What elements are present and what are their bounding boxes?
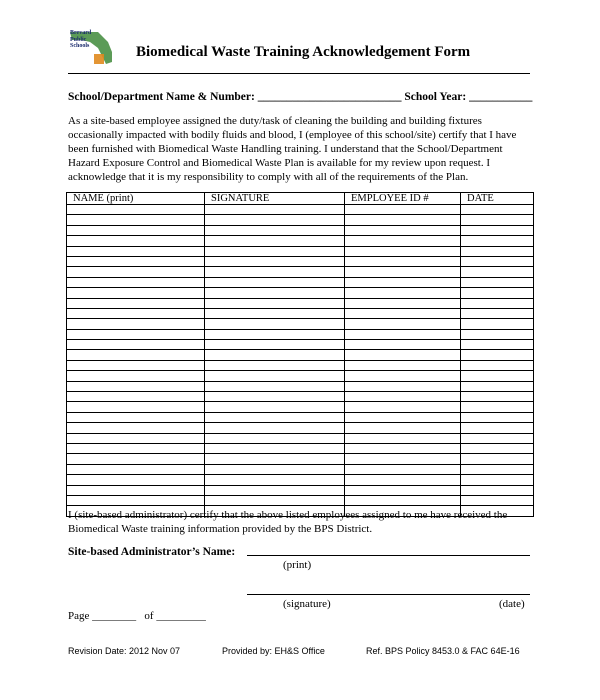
signature-cell[interactable] xyxy=(205,308,345,318)
title-divider xyxy=(68,73,530,74)
date-cell[interactable] xyxy=(461,485,534,495)
admin-name-label: Site-based Administrator’s Name: xyxy=(68,546,236,558)
footer-revision: Revision Date: 2012 Nov 07 xyxy=(68,646,181,656)
school-info-line xyxy=(68,91,532,103)
date-cell[interactable] xyxy=(461,308,534,318)
signature-cell[interactable] xyxy=(205,205,345,215)
table-row xyxy=(67,205,534,215)
name-cell[interactable] xyxy=(67,329,205,339)
school-name-label: School/Department Name & Number: xyxy=(68,91,255,103)
column-header-employee-id: EMPLOYEE ID # xyxy=(345,193,461,205)
name-cell[interactable] xyxy=(67,298,205,308)
employee-id-cell[interactable] xyxy=(345,433,461,443)
table-row xyxy=(67,277,534,287)
table-row xyxy=(67,423,534,433)
table-row xyxy=(67,381,534,391)
employee-id-cell[interactable] xyxy=(345,392,461,402)
name-cell[interactable] xyxy=(67,360,205,370)
date-cell[interactable] xyxy=(461,412,534,422)
employee-id-cell[interactable] xyxy=(345,277,461,287)
signature-cell[interactable] xyxy=(205,433,345,443)
date-cell[interactable] xyxy=(461,236,534,246)
employee-id-cell[interactable] xyxy=(345,246,461,256)
signature-cell[interactable] xyxy=(205,371,345,381)
date-cell[interactable] xyxy=(461,277,534,287)
table-row xyxy=(67,464,534,474)
employee-id-cell[interactable] xyxy=(345,454,461,464)
name-cell[interactable] xyxy=(67,225,205,235)
date-cell[interactable] xyxy=(461,350,534,360)
date-cell[interactable] xyxy=(461,329,534,339)
employee-id-cell[interactable] xyxy=(345,256,461,266)
employee-signature-table xyxy=(66,192,534,517)
date-cell[interactable] xyxy=(461,267,534,277)
page-title: Biomedical Waste Training Acknowledgement Form xyxy=(136,44,471,60)
employee-id-cell[interactable] xyxy=(345,412,461,422)
table-row xyxy=(67,256,534,266)
employee-id-cell[interactable] xyxy=(345,205,461,215)
table-row xyxy=(67,360,534,370)
date-cell[interactable] xyxy=(461,495,534,505)
footer-provided: Provided by: EH&S Office xyxy=(222,646,325,656)
employee-id-cell[interactable] xyxy=(345,340,461,350)
employee-id-cell[interactable] xyxy=(345,298,461,308)
table-row xyxy=(67,319,534,329)
employee-id-cell[interactable] xyxy=(345,402,461,412)
signature-cell[interactable] xyxy=(205,360,345,370)
name-cell[interactable] xyxy=(67,319,205,329)
employee-id-cell[interactable] xyxy=(345,215,461,225)
signature-cell[interactable] xyxy=(205,381,345,391)
signature-cell[interactable] xyxy=(205,236,345,246)
name-cell[interactable] xyxy=(67,475,205,485)
name-cell[interactable] xyxy=(67,371,205,381)
date-cell[interactable] xyxy=(461,319,534,329)
employee-id-cell[interactable] xyxy=(345,329,461,339)
signature-cell[interactable] xyxy=(205,475,345,485)
name-cell[interactable] xyxy=(67,454,205,464)
signature-cell[interactable] xyxy=(205,412,345,422)
table-row xyxy=(67,392,534,402)
logo-line: Public xyxy=(70,36,87,43)
date-cell[interactable] xyxy=(461,443,534,453)
employee-id-cell[interactable] xyxy=(345,350,461,360)
date-cell[interactable] xyxy=(461,464,534,474)
name-cell[interactable] xyxy=(67,340,205,350)
column-header-date: DATE xyxy=(461,193,534,205)
signature-cell[interactable] xyxy=(205,215,345,225)
employee-id-cell[interactable] xyxy=(345,225,461,235)
name-cell[interactable] xyxy=(67,423,205,433)
date-cell[interactable] xyxy=(461,381,534,391)
page-number-field[interactable]: ________ xyxy=(92,610,137,622)
name-cell[interactable] xyxy=(67,288,205,298)
date-cell[interactable] xyxy=(461,433,534,443)
table-body xyxy=(67,205,534,517)
name-cell[interactable] xyxy=(67,215,205,225)
signature-cell[interactable] xyxy=(205,443,345,453)
signature-cell[interactable] xyxy=(205,319,345,329)
table-row xyxy=(67,443,534,453)
name-cell[interactable] xyxy=(67,381,205,391)
footer-reference: Ref. BPS Policy 8453.0 & FAC 64E-16 xyxy=(366,646,520,656)
date-cell[interactable] xyxy=(461,371,534,381)
table-row xyxy=(67,298,534,308)
page-of-label: of xyxy=(144,610,154,622)
table-row xyxy=(67,495,534,505)
date-cell[interactable] xyxy=(461,205,534,215)
name-cell[interactable] xyxy=(67,267,205,277)
employee-id-cell[interactable] xyxy=(345,475,461,485)
employee-id-cell[interactable] xyxy=(345,495,461,505)
table-row xyxy=(67,267,534,277)
signature-cell[interactable] xyxy=(205,350,345,360)
signature-cell[interactable] xyxy=(205,277,345,287)
table-row xyxy=(67,329,534,339)
table-row xyxy=(67,340,534,350)
signature-cell[interactable] xyxy=(205,256,345,266)
date-cell[interactable] xyxy=(461,215,534,225)
name-cell[interactable] xyxy=(67,256,205,266)
column-header-name: NAME (print) xyxy=(67,193,205,205)
date-cell[interactable] xyxy=(461,298,534,308)
signature-cell[interactable] xyxy=(205,392,345,402)
signature-cell[interactable] xyxy=(205,454,345,464)
signature-cell[interactable] xyxy=(205,225,345,235)
print-caption: (print) xyxy=(283,559,312,571)
table-row xyxy=(67,236,534,246)
page-label: Page xyxy=(68,610,90,622)
employee-id-cell[interactable] xyxy=(345,464,461,474)
date-cell[interactable] xyxy=(461,402,534,412)
name-cell[interactable] xyxy=(67,205,205,215)
date-cell[interactable] xyxy=(461,454,534,464)
table-row xyxy=(67,371,534,381)
table-row xyxy=(67,454,534,464)
employee-statement: As a site-based employee assigned the duty/task of cleaning the building and building fixtures occasionally impacted with bodily fluids and blood, I (employee of this school/site) certify that I have been furnished with Biomedical Waste Handling training. I understand that the School/Department Hazard Exposure Control and Biomedical Waste Plan is available for my review upon request. I acknowledge that it is my responsibility to comply with all of the requirements of the Plan. xyxy=(68,115,517,183)
district-logo xyxy=(68,28,116,68)
employee-id-cell[interactable] xyxy=(345,485,461,495)
date-cell[interactable] xyxy=(461,423,534,433)
signature-cell[interactable] xyxy=(205,246,345,256)
signature-cell[interactable] xyxy=(205,267,345,277)
name-cell[interactable] xyxy=(67,443,205,453)
date-cell[interactable] xyxy=(461,225,534,235)
table-row xyxy=(67,402,534,412)
date-cell[interactable] xyxy=(461,392,534,402)
table-row xyxy=(67,475,534,485)
name-cell[interactable] xyxy=(67,433,205,443)
table-row xyxy=(67,412,534,422)
date-cell[interactable] xyxy=(461,340,534,350)
name-cell[interactable] xyxy=(67,485,205,495)
name-cell[interactable] xyxy=(67,495,205,505)
table-row xyxy=(67,288,534,298)
employee-id-cell[interactable] xyxy=(345,423,461,433)
signature-cell[interactable] xyxy=(205,340,345,350)
logo-line: Brevard xyxy=(70,30,92,36)
admin-signature-field[interactable] xyxy=(247,594,530,595)
date-caption: (date) xyxy=(499,598,525,610)
page-number-line xyxy=(68,610,206,622)
employee-id-cell[interactable] xyxy=(345,288,461,298)
table-row xyxy=(67,225,534,235)
name-cell[interactable] xyxy=(67,277,205,287)
signature-cell[interactable] xyxy=(205,288,345,298)
name-cell[interactable] xyxy=(67,236,205,246)
table-row xyxy=(67,485,534,495)
employee-id-cell[interactable] xyxy=(345,319,461,329)
name-cell[interactable] xyxy=(67,412,205,422)
employee-id-cell[interactable] xyxy=(345,443,461,453)
date-cell[interactable] xyxy=(461,288,534,298)
school-year-label: School Year: xyxy=(404,91,467,103)
page-total-field[interactable]: _________ xyxy=(156,610,206,622)
logo-line: Schools xyxy=(70,43,90,49)
employee-id-cell[interactable] xyxy=(345,371,461,381)
employee-id-cell[interactable] xyxy=(345,360,461,370)
table-row xyxy=(67,246,534,256)
signature-caption: (signature) xyxy=(283,598,331,610)
employee-id-cell[interactable] xyxy=(345,381,461,391)
name-cell[interactable] xyxy=(67,350,205,360)
date-cell[interactable] xyxy=(461,360,534,370)
signature-cell[interactable] xyxy=(205,298,345,308)
school-year-field[interactable]: ___________ xyxy=(469,91,533,103)
column-header-signature: SIGNATURE xyxy=(205,193,345,205)
table-row xyxy=(67,308,534,318)
admin-name-field[interactable] xyxy=(247,555,530,556)
table-row xyxy=(67,215,534,225)
signature-cell[interactable] xyxy=(205,329,345,339)
name-cell[interactable] xyxy=(67,392,205,402)
table-row xyxy=(67,350,534,360)
name-cell[interactable] xyxy=(67,246,205,256)
signature-cell[interactable] xyxy=(205,402,345,412)
employee-id-cell[interactable] xyxy=(345,308,461,318)
name-cell[interactable] xyxy=(67,464,205,474)
signature-cell[interactable] xyxy=(205,485,345,495)
employee-id-cell[interactable] xyxy=(345,236,461,246)
table-header-row xyxy=(67,193,534,205)
administrator-certification: I (site-based administrator) certify that the above listed employees assigned to me have received the Biomedical Waste training information provided by the BPS District. xyxy=(68,509,508,535)
signature-cell[interactable] xyxy=(205,464,345,474)
employee-id-cell[interactable] xyxy=(345,267,461,277)
name-cell[interactable] xyxy=(67,308,205,318)
date-cell[interactable] xyxy=(461,475,534,485)
signature-cell[interactable] xyxy=(205,423,345,433)
table-row xyxy=(67,433,534,443)
school-name-field[interactable]: _________________________ xyxy=(257,91,402,103)
signature-cell[interactable] xyxy=(205,495,345,505)
date-cell[interactable] xyxy=(461,246,534,256)
date-cell[interactable] xyxy=(461,256,534,266)
name-cell[interactable] xyxy=(67,402,205,412)
